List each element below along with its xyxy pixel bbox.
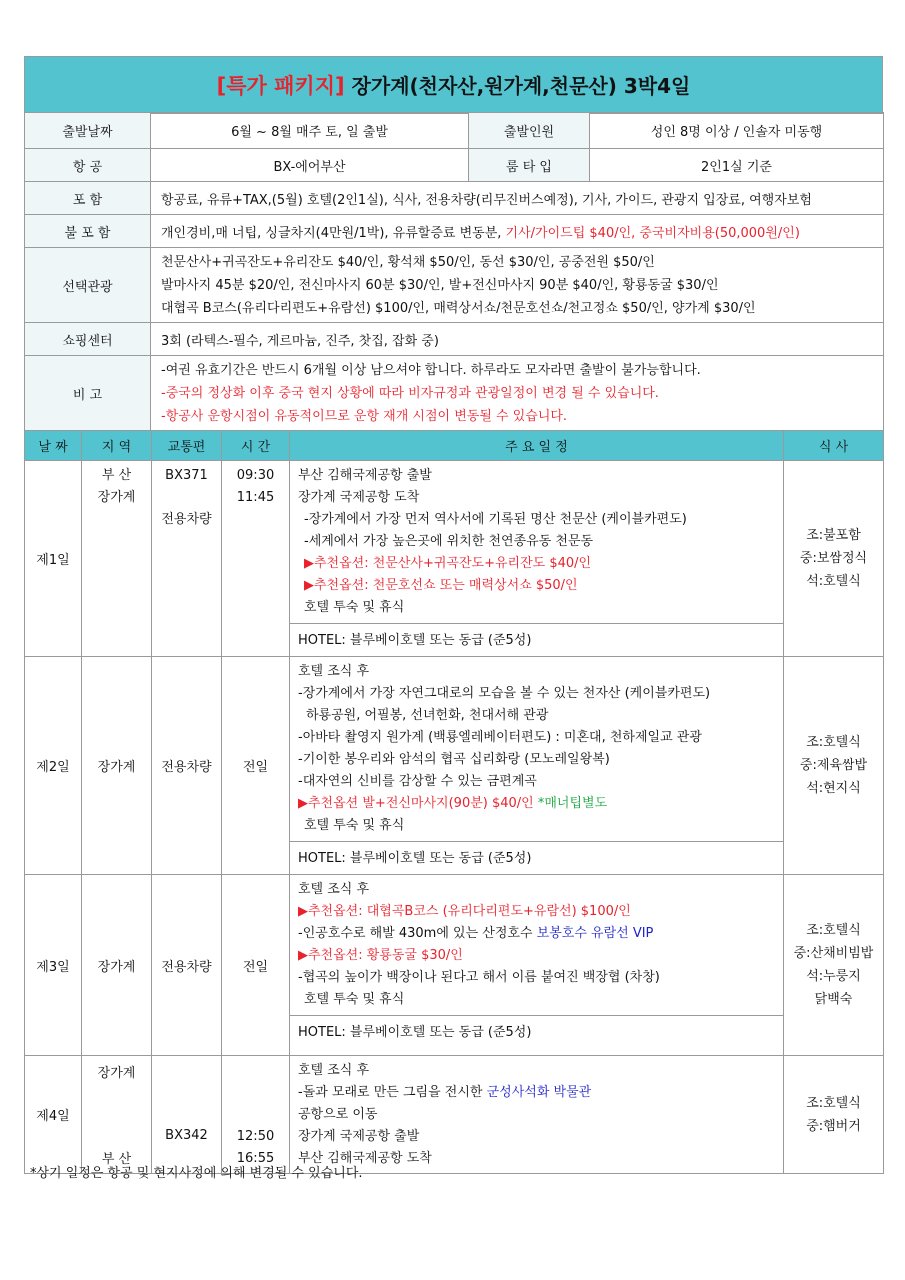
- plan-line: -세계에서 가장 높은곳에 위치한 천연종유동 천문동: [304, 534, 594, 549]
- exclude-text: 개인경비,매 너팁, 싱글차지(4만원/1박), 유류할증료 변동분,: [161, 225, 506, 241]
- footnote: *상기 일정은 항공 및 현지사정에 의해 변경될 수 있습니다.: [30, 1166, 363, 1181]
- meal-cell: [784, 1056, 884, 1174]
- region-text: 장가계: [97, 490, 136, 505]
- exclude-red-text: 기사/가이드팁 $40/인, 중국비자비용(50,000원/인): [505, 225, 800, 241]
- plan-line: 하룡공원, 어필봉, 선녀헌화, 천대서해 관광: [306, 708, 549, 723]
- plan-line: 호텔 조식 후: [298, 664, 370, 679]
- col-region: 지 역: [82, 431, 152, 461]
- depart-label: 출발날짜: [25, 113, 151, 149]
- meal-text: 조:불포함: [806, 528, 861, 543]
- day-label: 제4일: [25, 1056, 82, 1174]
- meal-cell: [784, 657, 884, 875]
- time-text: 12:50: [236, 1129, 275, 1144]
- table-row: [25, 875, 884, 1056]
- air-value: BX-에어부산: [151, 149, 469, 182]
- time-text: 전일: [222, 657, 290, 875]
- shop-value: 3회 (라텍스-필수, 게르마늄, 진주, 찻집, 잡화 중): [151, 323, 884, 356]
- region-text: 장가계: [97, 1066, 136, 1081]
- day-label: 제3일: [25, 875, 82, 1056]
- transport-cell: [152, 1056, 222, 1174]
- time-cell: [222, 461, 290, 657]
- meal-text: 중:햄버거: [806, 1118, 861, 1134]
- plan-line: -협곡의 높이가 백장이나 된다고 해서 이름 붙여진 백장협 (차창): [298, 970, 660, 985]
- col-transport: 교통편: [152, 431, 222, 461]
- plan-text: -돌과 모래로 만든 그림을 전시한: [298, 1085, 487, 1100]
- transport-cell: [152, 461, 222, 657]
- flight-number: BX371: [165, 468, 208, 483]
- exclude-label: 불 포 함: [25, 215, 151, 248]
- region-cell: [82, 1056, 152, 1174]
- plan-option-line: ▶추천옵션: 대협곡B코스 (유리다리편도+유람선) $100/인: [298, 904, 631, 919]
- meal-text: 중:산채비빔밥: [793, 946, 874, 961]
- col-plan: 주 요 일 정: [290, 431, 784, 461]
- meal-text: 조:호텔식: [806, 735, 861, 750]
- plan-line: [298, 1082, 783, 1104]
- optional-line: 대협곡 B코스(유리다리편도+유람선) $100/인, 매력상서쇼/천문호선쇼/천고정쇼 $50/인, 양가계 $30/인: [161, 300, 756, 316]
- time-text: 09:30: [236, 468, 275, 483]
- title-main: 장가계(천자산,원가계,천문산) 3박4일: [351, 74, 691, 98]
- plan-line: -대자연의 신비를 감상할 수 있는 금편계곡: [298, 774, 537, 789]
- optional-line: 천문산사+귀곡잔도+유리잔도 $40/인, 황석채 $50/인, 동선 $30/인, 공중전원 $50/인: [161, 254, 655, 270]
- plan-line: -아바타 촬영지 원가계 (백룡엘레베이터편도) : 미혼대, 천하제일교 관광: [298, 730, 702, 745]
- option-text: ▶추천옵션 발+전신마사지(90분) $40/인: [298, 796, 534, 811]
- plan-line: 장가계 국제공항 출발: [298, 1129, 420, 1144]
- meal-text: 조:호텔식: [806, 923, 861, 938]
- plan-line: -장가계에서 가장 자연그대로의 모습을 볼 수 있는 천자산 (케이블카편도): [298, 686, 711, 701]
- include-label: 포 함: [25, 182, 151, 215]
- plan-line: 호텔 조식 후: [298, 882, 370, 897]
- title-table: [24, 56, 883, 114]
- plan-line: 호텔 투숙 및 휴식: [304, 992, 405, 1007]
- plan-cell: [290, 875, 784, 1056]
- plan-text: -인공호수로 해발 430m에 있는 산정호수: [298, 926, 537, 941]
- people-value: 성인 8명 이상 / 인솔자 미동행: [590, 113, 884, 149]
- room-label: 룸 타 입: [469, 149, 590, 182]
- note-line-red: -항공사 운항시점이 유동적이므로 운항 재개 시점이 변동될 수 있습니다.: [161, 408, 568, 424]
- plan-line: 호텔 투숙 및 휴식: [304, 818, 405, 833]
- exclude-value: [151, 215, 884, 248]
- plan-line: 장가계 국제공항 도착: [298, 490, 420, 505]
- highlight-text: 군성사석화 박물관: [486, 1085, 592, 1100]
- meal-cell: [784, 875, 884, 1056]
- optional-line: 발마사지 45분 $20/인, 전신마사지 60분 $30/인, 발+전신마사지 90분 $40/인, 황룡동굴 $30/인: [161, 277, 719, 293]
- plan-line: -기이한 봉우리와 암석의 협곡 십리화랑 (모노레일왕복): [298, 752, 610, 767]
- title-tag: [특가 패키지]: [216, 74, 345, 98]
- hotel-line: HOTEL: 블루베이호텔 또는 동급 (준5성): [290, 1015, 783, 1048]
- col-meal: 식 사: [784, 431, 884, 461]
- meal-text: 중:제육쌈밥: [799, 758, 868, 773]
- day-label: 제1일: [25, 461, 82, 657]
- shop-label: 쇼핑센터: [25, 323, 151, 356]
- optional-label: 선택관광: [25, 248, 151, 323]
- meal-text: 조:호텔식: [806, 1095, 861, 1111]
- region-text: 부 산: [101, 1152, 132, 1167]
- note-line: -여권 유효기간은 반드시 6개월 이상 남으셔야 합니다. 하루라도 모자라면 출발이 불가능합니다.: [161, 362, 701, 378]
- hotel-line: HOTEL: 블루베이호텔 또는 동급 (준5성): [290, 623, 783, 656]
- time-text: 16:55: [236, 1151, 275, 1166]
- meal-text: 석:누룽지: [806, 969, 861, 984]
- table-row: [25, 461, 884, 657]
- tip-note: *매너팁별도: [537, 796, 608, 811]
- hotel-line: HOTEL: 블루베이호텔 또는 동급 (준5성): [290, 841, 783, 874]
- schedule-table: [24, 430, 884, 1174]
- col-day: 날 짜: [25, 431, 82, 461]
- people-label: 출발인원: [469, 113, 590, 149]
- table-row: [25, 657, 884, 875]
- region-text: 장가계: [82, 657, 152, 875]
- room-value: 2인1실 기준: [590, 149, 884, 182]
- plan-cell: [290, 461, 784, 657]
- plan-option-line: ▶추천옵션: 황룡동굴 $30/인: [298, 948, 463, 963]
- region-text: 장가계: [82, 875, 152, 1056]
- include-value: 항공료, 유류+TAX,(5월) 호텔(2인1실), 식사, 전용차량(리무진버스예정), 기사, 가이드, 관광지 입장료, 여행자보험: [151, 182, 884, 215]
- region-cell: [82, 461, 152, 657]
- plan-line: 부산 김해국제공항 출발: [298, 468, 432, 483]
- note-list: [151, 356, 884, 431]
- meal-text: 중:보쌈정식: [799, 551, 868, 566]
- table-row: [25, 1056, 884, 1174]
- highlight-text: 보봉호수 유람선 VIP: [536, 926, 654, 941]
- plan-line: -장가계에서 가장 먼저 역사서에 기록된 명산 천문산 (케이블카편도): [304, 512, 687, 527]
- car-text: 전용차량: [152, 657, 222, 875]
- info-table: [24, 112, 884, 431]
- plan-line: 공항으로 이동: [298, 1107, 378, 1122]
- note-label: 비 고: [25, 356, 151, 431]
- air-label: 항 공: [25, 149, 151, 182]
- time-text: 11:45: [236, 490, 275, 505]
- plan-cell: [290, 657, 784, 875]
- plan-line: 부산 김해국제공항 도착: [298, 1151, 432, 1166]
- meal-text: 석:현지식: [806, 781, 861, 796]
- plan-line: 호텔 조식 후: [298, 1063, 370, 1078]
- page-title: [25, 57, 883, 114]
- time-text: 전일: [222, 875, 290, 1056]
- meal-cell: [784, 461, 884, 657]
- meal-text: 석:호텔식: [806, 574, 861, 589]
- time-cell: [222, 1056, 290, 1174]
- optional-list: [151, 248, 884, 323]
- car-text: 전용차량: [161, 512, 212, 527]
- plan-line: 호텔 투숙 및 휴식: [304, 600, 405, 615]
- plan-cell: [290, 1056, 784, 1174]
- plan-option-line: ▶추천옵션: 천문산사+귀곡잔도+유리잔도 $40/인: [304, 556, 592, 571]
- depart-value: 6월 ~ 8월 매주 토, 일 출발: [151, 113, 469, 149]
- meal-text: 닭백숙: [814, 992, 853, 1007]
- plan-line: [298, 923, 783, 945]
- note-line-red: -중국의 정상화 이후 중국 현지 상황에 따라 비자규정과 관광일정이 변경 될 수 있습니다.: [161, 385, 659, 401]
- car-text: 전용차량: [152, 875, 222, 1056]
- plan-option-line: ▶추천옵션: 천문호선쇼 또는 매력상서쇼 $50/인: [304, 578, 578, 593]
- plan-option-line: [298, 793, 783, 815]
- col-time: 시 간: [222, 431, 290, 461]
- day-label: 제2일: [25, 657, 82, 875]
- region-text: 부 산: [101, 468, 132, 483]
- flight-number: BX342: [165, 1128, 208, 1143]
